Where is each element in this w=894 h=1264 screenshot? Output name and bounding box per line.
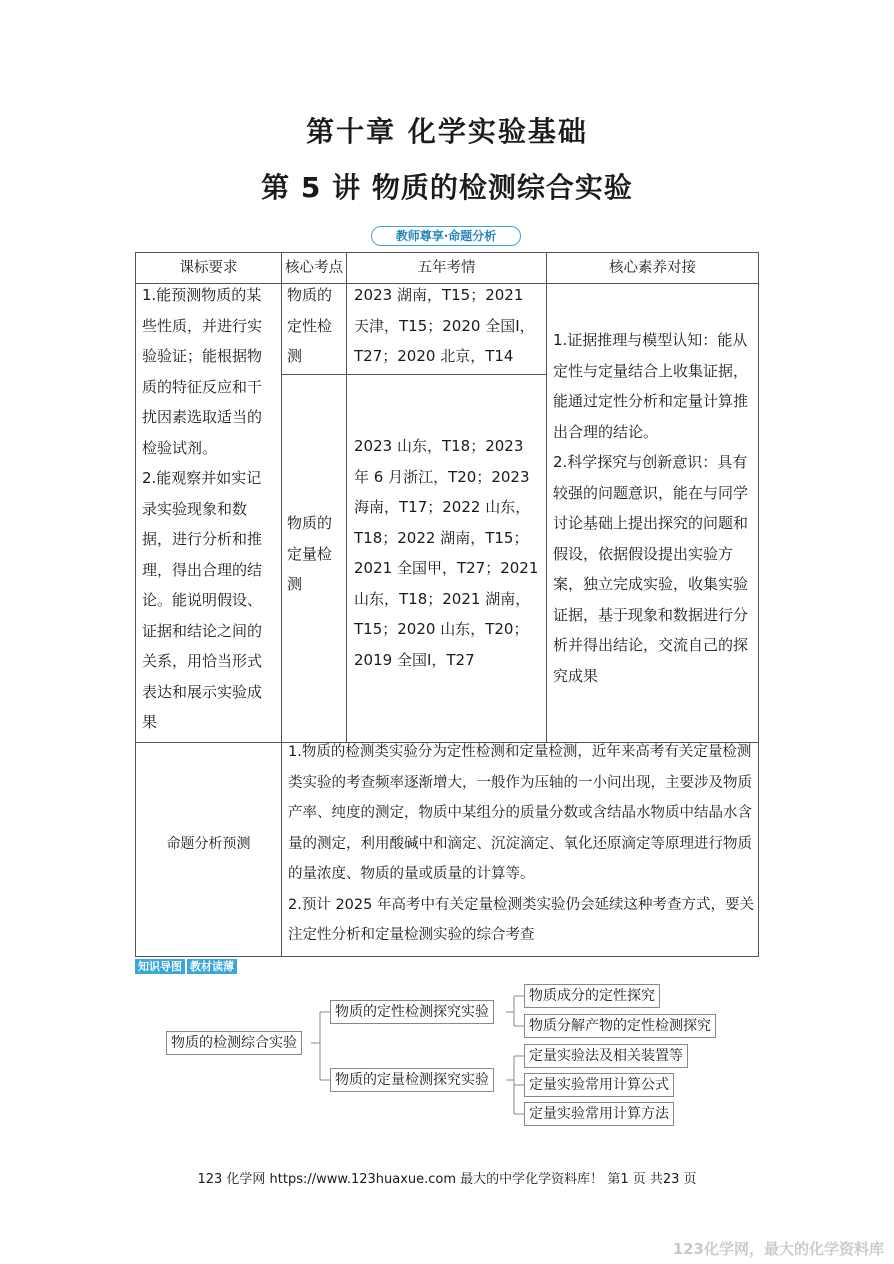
- exams-quantitative: 2023 山东，T18；2023 年 6 月浙江，T20；2023 海南，T17；2022 山东，T18；2022 湖南，T15；2021 全国甲，T27；2021 山东，T18；2021 湖南，T15；2020 山东，T20；2019 全国Ⅰ，T27: [354, 437, 539, 669]
- mindmap-root: 物质的检测综合实验: [166, 1031, 302, 1055]
- header-literacy: 核心素养对接: [609, 260, 696, 276]
- mindmap-leaf: 定量实验常用计算公式: [524, 1073, 674, 1097]
- header-curriculum: 课标要求: [179, 260, 238, 276]
- topic-quantitative: 物质的定量检测: [287, 514, 333, 593]
- mindmap-leaf: 定量实验法及相关装置等: [524, 1044, 688, 1068]
- topic-qualitative: 物质的定性检测: [287, 286, 333, 365]
- mindmap-leaf: 物质分解产物的定性检测探究: [524, 1014, 716, 1038]
- tag-textbook: 教材读薄: [187, 959, 237, 974]
- lecture-title: 第 5 讲 物质的检测综合实验: [261, 171, 633, 204]
- literacy-cell: 1.证据推理与模型认知：能从定性与定量结合上收集证据，能通过定性分析和定量计算推出合理的结论。 2.科学探究与创新意识：具有较强的问题意识，能在与同学讨论基础上提出探究的问题和假设，依据假设提出实验方案，独立完成实验，收集实验证据，基于现象和数据进行分析并得出结论，交流自己的探究成果: [553, 331, 749, 685]
- page-footer: 123 化学网 https://www.123huaxue.com 最大的中学化学资料库！ 第1 页 共23 页: [197, 1172, 697, 1187]
- chapter-title: 第十章 化学实验基础: [306, 115, 588, 148]
- mindmap-branch-qualitative: 物质的定性检测探究实验: [330, 1000, 494, 1024]
- tag-knowledge-map: 知识导图: [135, 959, 185, 974]
- mindmap-leaf: 定量实验常用计算方法: [524, 1102, 674, 1126]
- exams-qualitative: 2023 湖南，T15；2021 天津，T15；2020 全国Ⅰ，T27；2020 北京，T14: [354, 286, 535, 365]
- teacher-badge: 教师尊享·命题分析: [371, 226, 521, 246]
- mindmap-branch-quantitative: 物质的定量检测探究实验: [330, 1068, 494, 1092]
- section-tags: [135, 959, 237, 974]
- forecast-label: 命题分析预测: [166, 836, 251, 852]
- header-exams: 五年考情: [417, 260, 476, 276]
- mindmap-leaf: 物质成分的定性探究: [524, 984, 660, 1008]
- watermark: 123化学网，最大的化学资料库: [672, 1240, 884, 1258]
- header-topic: 核心考点: [285, 260, 343, 276]
- curriculum-cell: 1.能预测物质的某些性质，并进行实验验证；能根据物质的特征反应和干扰因素选取适当的检验试剂。 2.能观察并如实记录实验现象和数据，进行分析和推理，得出合理的结论。能说明假设、证据和结论之间的关系，用恰当形式表达和展示实验成果: [142, 286, 263, 731]
- forecast-cell: 1.物质的检测类实验分为定性检测和定量检测，近年来高考有关定量检测类实验的考查频率逐渐增大，一般作为压轴的一小问出现，主要涉及物质产率、纯度的测定，物质中某组分的质量分数或含结晶水物质中结晶水含量的测定，利用酸碱中和滴定、沉淀滴定、氧化还原滴定等原理进行物质的量浓度、物质的量或质量的计算等。 2.预计 2025 年高考中有关定量检测类实验仍会延续这种考查方式，要关注定性分析和定量检测实验的综合考查: [288, 744, 754, 943]
